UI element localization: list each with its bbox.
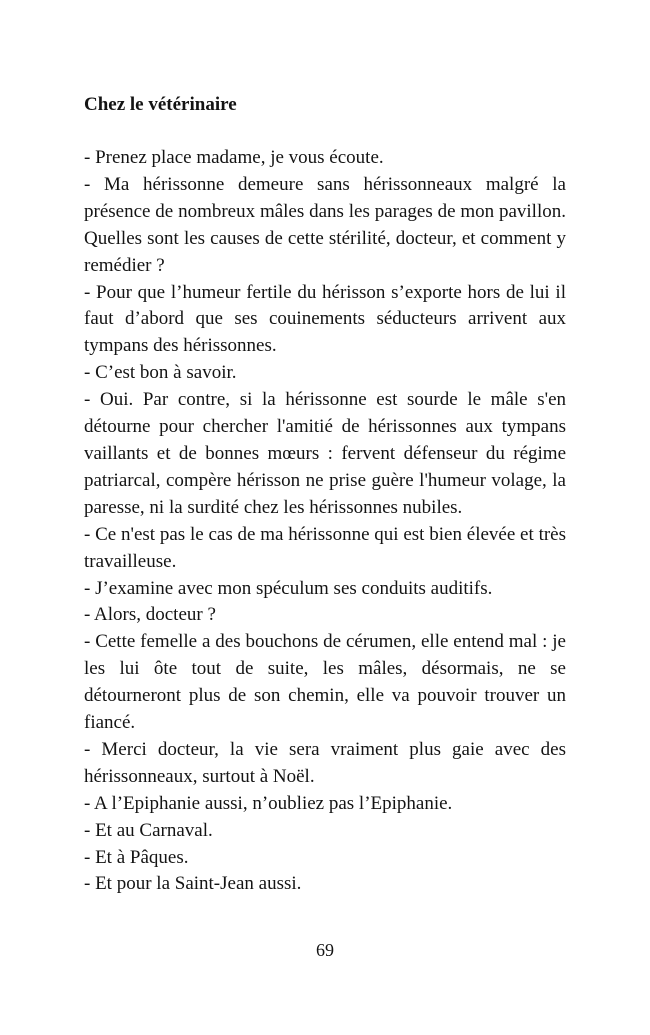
paragraph: - Oui. Par contre, si la hérissonne est sourde le mâle s'en détourne pour chercher l'amitié de hérissonnes aux tympans vaillants et de bonnes mœurs : fervent défenseur du régime patriarcal, compère hérisson ne prise guère l'humeur volage, la paresse, ni la surdité chez les hérissonnes nubiles. — [84, 389, 566, 518]
paragraph: - Et pour la Saint-Jean aussi. — [84, 873, 302, 895]
paragraph: - Et au Carnaval. — [84, 819, 213, 841]
dialogue-text — [84, 145, 566, 898]
paragraph: - Alors, docteur ? — [84, 604, 216, 626]
paragraph: - Prenez place madame, je vous écoute. — [84, 147, 384, 168]
paragraph: - Ma hérissonne demeure sans hérissonneaux malgré la présence de nombreux mâles dans les parages de mon pavillon. Quelles sont les causes de cette stérilité, docteur, et comment y remédier ? — [84, 173, 566, 276]
page-number: 69 — [316, 940, 334, 960]
paragraph: - Ce n'est pas le cas de ma hérissonne qui est bien élevée et très travailleuse. — [84, 523, 566, 572]
paragraph: - Merci docteur, la vie sera vraiment plus gaie avec des hérissonneaux, surtout à Noël. — [84, 738, 566, 787]
chapter-title: Chez le vétérinaire — [84, 94, 237, 115]
paragraph: - C’est bon à savoir. — [84, 362, 237, 384]
paragraph: - Et à Pâques. — [84, 846, 189, 868]
paragraph: - J’examine avec mon spéculum ses conduits auditifs. — [84, 577, 493, 599]
paragraph: - A l’Epiphanie aussi, n’oubliez pas l’Epiphanie. — [84, 792, 453, 814]
paragraph: - Cette femelle a des bouchons de cérumen, elle entend mal : je les lui ôte tout de suite, les mâles, désormais, ne se détourneront plus de son chemin, elle va pouvoir trouver un fiancé. — [84, 631, 566, 734]
paragraph: - Pour que l’humeur fertile du hérisson s’exporte hors de lui il faut d’abord que ses couinements séducteurs arrivent aux tympans des hérissonnes. — [84, 281, 566, 357]
